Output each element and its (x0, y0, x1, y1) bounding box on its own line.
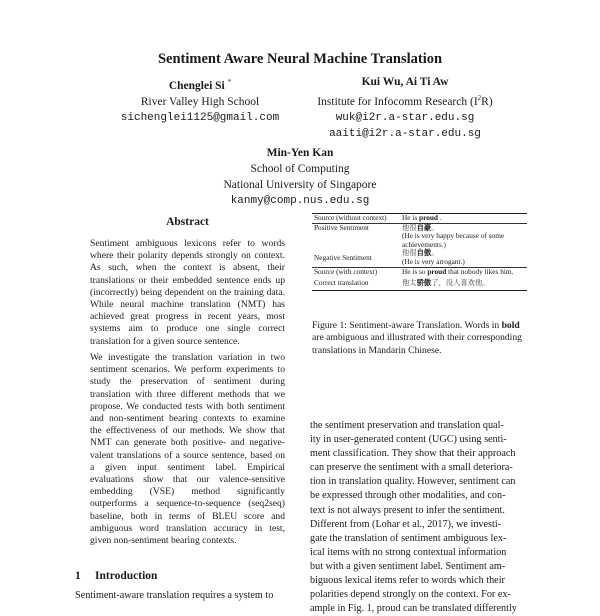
row-text: He is so proud that nobody likes him. (400, 267, 527, 276)
row-text: 他很自傲。 (He is very arrogant.) (402, 248, 465, 266)
author-footnote-marker: * (227, 78, 232, 86)
row-label: Positive Sentiment (312, 223, 400, 249)
author-name: Kui Wu, Ai Ti Aw (361, 76, 449, 88)
text-line: the sentiment preservation and translation qual- (310, 420, 504, 431)
author-block-3 (180, 145, 420, 209)
table-row (312, 276, 527, 290)
table-row (312, 223, 527, 249)
row-label: Negative Sentiment (314, 253, 372, 263)
text-line: but with a given sentiment label. Sentiment am- (310, 560, 506, 572)
row-label: Source (with context) (312, 267, 400, 276)
text-line: Different from (Lohar et al., 2017), we investi- (310, 518, 502, 530)
text-line: be expressed through other modalities, and con- (310, 490, 506, 502)
author-affiliation: School of Computing (250, 163, 350, 175)
text-line: ical items with no strong contextual information (310, 546, 507, 558)
author-email[interactable]: aaiti@i2r.a-star.edu.sg (329, 127, 481, 140)
author-affiliation: National University of Singapore (223, 179, 377, 191)
paper-title: Sentiment Aware Neural Machine Translation (157, 51, 443, 67)
table-row (312, 267, 527, 276)
author-email[interactable]: kanmy@comp.nus.edu.sg (230, 195, 370, 207)
text-line: ment classification. They show that their approach (310, 448, 516, 460)
abstract-heading: Abstract (166, 216, 209, 228)
text-line: ity in user-generated content (UGC) using senti- (310, 434, 507, 446)
abstract-paragraph: Sentiment ambiguous lexicons refer to words where their polarity depends strongly on context. As such, when the context is absent, their translations or their embedded sentence ends up (incorrectly) being dependent on the training data. While neural machine translation (NMT) has achieved great progress in recent years, most systems aim to produce one single correct translation for a given source sentence. (90, 238, 285, 347)
example-table (312, 213, 527, 291)
author-name: Min-Yen Kan (266, 147, 334, 159)
row-text: 他很自豪。 (He is very happy because of some achievements.) (400, 223, 527, 249)
intro-first-line: Sentiment-aware translation requires a system to (75, 590, 274, 601)
author-email[interactable]: wuk@i2r.a-star.edu.sg (335, 111, 475, 124)
text-line: polarities depend strongly on the context. For ex- (310, 589, 511, 601)
abstract-paragraph: We investigate the translation variation in two sentiment scenarios. We perform experiments to study the preservation of sentiment during translation with three different methods that we propose. We conducted tests with both sentiment and non-sentiment bearing contexts to examine the effectiveness of our methods. We show that NMT can generate both positive- and negative-valent translations of a source sentence, based on a given input sentiment label. Empirical evaluations show that our valence-sensitive embedding (VSE) method significantly outperforms a sequence-to-sequence (seq2seq) baseline, both in terms of BLEU score and ambiguous word translation accuracy in test, given non-sentiment bearing contexts. (90, 352, 285, 547)
text-line: tion in translation quality. However, sentiment can (310, 476, 516, 488)
author-email[interactable]: sichenglei1125@gmail.com (120, 111, 280, 124)
author-block-2 (300, 74, 510, 142)
section-heading-introduction: 1 Introduction (75, 570, 158, 582)
table-row (312, 249, 527, 267)
row-label: Source (without context) (312, 214, 400, 224)
row-label: Correct translation (312, 276, 400, 290)
row-text: 他太骄傲了，没人喜欢他。 (400, 276, 527, 290)
author-name: Chenglei Si (168, 79, 225, 92)
column-2-body (310, 419, 528, 616)
row-text: He is proud . (400, 214, 527, 224)
text-line: ample in Fig. 1, proud can be translated differently (310, 603, 517, 615)
author-affiliation: Institute for Infocomm Research $(I^2R)$ (317, 94, 493, 108)
text-line: text is not always present to infer the sentiment. (310, 504, 505, 516)
text-line: gate the translation of sentiment ambiguous lex- (310, 532, 507, 544)
text-line: can preserve the sentiment with a small deteriora- (310, 462, 513, 474)
figure-caption: Figure 1: Sentiment-aware Translation. Words in bold are ambiguous and illustrated with their corresponding translations in Mandarin Chinese. (312, 320, 522, 356)
author-block-1 (100, 74, 300, 126)
text-line: biguous lexical items refer to words which their (310, 575, 505, 587)
author-affiliation: River Valley High School (140, 95, 260, 108)
